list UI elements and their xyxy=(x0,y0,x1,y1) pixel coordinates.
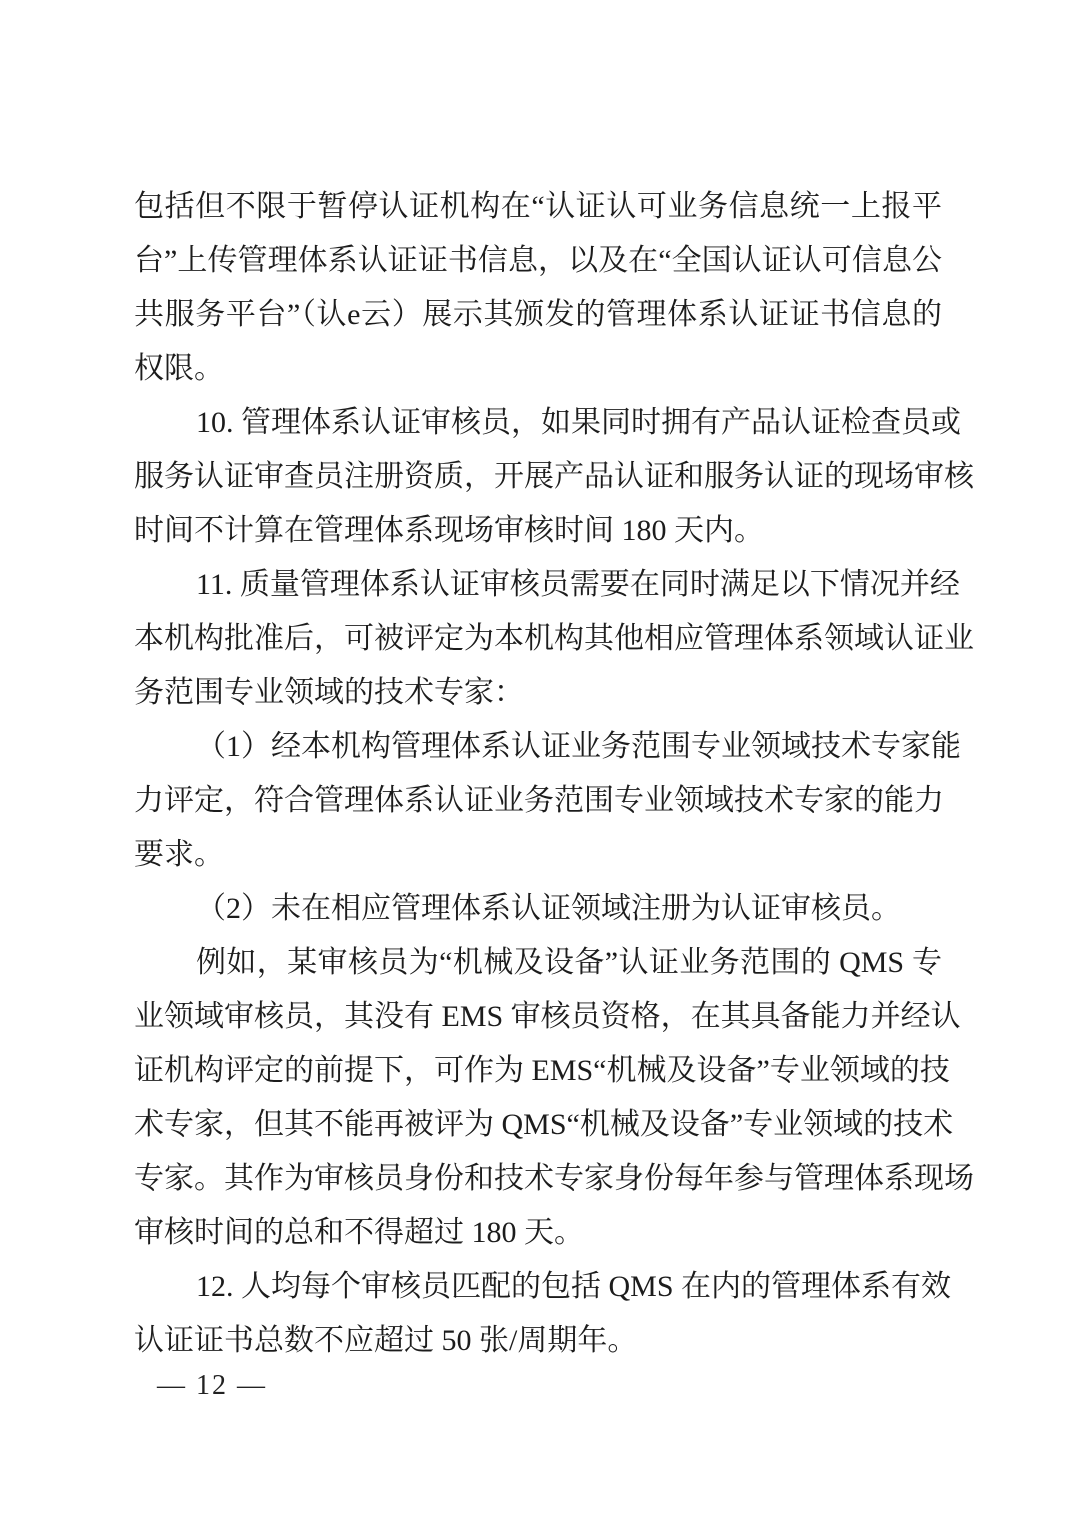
text-line: 专家。其作为审核员身份和技术专家身份每年参与管理体系现场 xyxy=(134,1162,974,1195)
text-line: 认证证书总数不应超过 50 张/周期年。 xyxy=(134,1324,638,1357)
page-footer xyxy=(157,1364,267,1408)
text-line: 权限。 xyxy=(134,352,224,385)
text-line: （1）经本机构管理体系认证业务范围专业领域技术专家能 xyxy=(196,730,961,763)
text-line: 术专家，但其不能再被评为 QMS“机械及设备”专业领域的技术 xyxy=(134,1108,954,1141)
paragraph xyxy=(134,936,974,1260)
paragraph xyxy=(134,396,974,558)
text-line: 服务认证审查员注册资质，开展产品认证和服务认证的现场审核 xyxy=(134,460,974,493)
text-line: 力评定，符合管理体系认证业务范围专业领域技术专家的能力 xyxy=(134,784,944,817)
paragraph xyxy=(134,558,974,720)
text-line: 时间不计算在管理体系现场审核时间 180 天内。 xyxy=(134,514,764,547)
text-line: 12. 人均每个审核员匹配的包括 QMS 在内的管理体系有效 xyxy=(196,1270,952,1303)
text-line: 包括但不限于暂停认证机构在“认证认可业务信息统一上报平 xyxy=(134,190,942,223)
text-line: 例如，某审核员为“机械及设备”认证业务范围的 QMS 专 xyxy=(196,946,942,979)
text-line: 证机构评定的前提下，可作为 EMS“机械及设备”专业领域的技 xyxy=(134,1054,950,1087)
paragraph xyxy=(134,180,942,396)
page-number: — 12 — xyxy=(157,1370,267,1401)
text-line: 务范围专业领域的技术专家： xyxy=(134,676,524,709)
paragraph xyxy=(134,720,961,882)
document-body xyxy=(134,180,974,1368)
text-line: 本机构批准后，可被评定为本机构其他相应管理体系领域认证业 xyxy=(134,622,974,655)
text-line: 业领域审核员，其没有 EMS 审核员资格，在其具备能力并经认 xyxy=(134,1000,961,1033)
text-line: 共服务平台”（认e云）展示其颁发的管理体系认证证书信息的 xyxy=(134,298,942,331)
text-line: （2）未在相应管理体系认证领域注册为认证审核员。 xyxy=(196,892,901,925)
text-line: 11. 质量管理体系认证审核员需要在同时满足以下情况并经 xyxy=(196,568,960,601)
paragraph xyxy=(134,1260,952,1368)
text-line: 审核时间的总和不得超过 180 天。 xyxy=(134,1216,584,1249)
text-line: 台”上传管理体系认证证书信息，以及在“全国认证认可信息公 xyxy=(134,244,942,277)
text-line: 10. 管理体系认证审核员，如果同时拥有产品认证检查员或 xyxy=(196,406,961,439)
paragraph xyxy=(134,882,942,936)
text-line: 要求。 xyxy=(134,838,224,871)
